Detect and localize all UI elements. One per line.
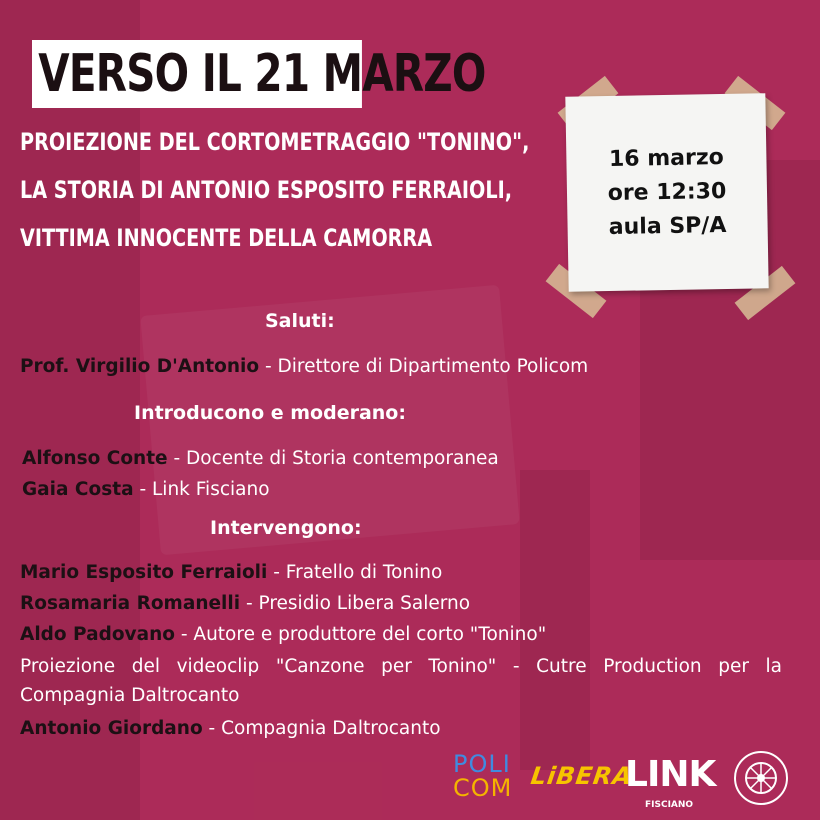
subtitle-line: VITTIMA INNOCENTE DELLA CAMORRA [20,224,433,252]
person-name: Rosamaria Romanelli [20,593,241,614]
person-name: Mario Esposito Ferraioli [20,562,268,583]
introducono-heading: Introducono e moderano: [134,402,406,424]
program-entry [22,479,782,500]
saluti-heading: Saluti: [265,310,335,332]
strike-lab-logo [731,748,791,808]
sponsor-logos [445,746,815,816]
person-role: - Link Fisciano [133,479,270,500]
program-entry [22,448,782,469]
link-logo: LINK [625,754,716,795]
person-name: Gaia Costa [22,479,134,500]
person-role: - Fratello di Tonino [267,562,443,583]
subtitle-line: LA STORIA DI ANTONIO ESPOSITO FERRAIOLI, [20,176,513,204]
person-name: Alfonso Conte [22,448,168,469]
projection-note: Proiezione del videoclip "Canzone per Tonino" - Cutre Production per la Compagnia Daltrocanto [20,656,782,706]
poster-title: VERSO IL 21 MARZO [32,40,362,108]
event-details-note [565,93,768,291]
person-role: - Presidio Libera Salerno [240,593,471,614]
person-name: Antonio Giordano [20,718,203,739]
intervengono-heading: Intervengono: [210,517,362,539]
person-role: - Compagnia Daltrocanto [202,718,441,739]
subtitle-line: PROIEZIONE DEL CORTOMETRAGGIO "TONINO", [20,128,530,156]
program-entry [20,593,780,614]
person-role: - Autore e produttore del corto "Tonino" [174,624,547,645]
libera-logo: LiBERA [529,762,635,790]
program-entry [20,356,780,377]
event-time: ore 12:30 [607,178,727,206]
link-logo-subtitle: FISCIANO [645,800,694,810]
policom-logo: POLI COM [453,750,513,802]
person-role: - Docente di Storia contemporanea [167,448,499,469]
event-room: aula SP/A [608,212,727,240]
person-role: - Direttore di Dipartimento Policom [259,356,589,377]
event-date: 16 marzo [608,144,725,172]
person-name: Aldo Padovano [20,624,175,645]
person-name: Prof. Virgilio D'Antonio [20,356,260,377]
poster-subtitle [20,118,530,262]
program-entry [20,562,780,583]
program-entry [20,624,780,645]
program-entry [20,718,780,739]
